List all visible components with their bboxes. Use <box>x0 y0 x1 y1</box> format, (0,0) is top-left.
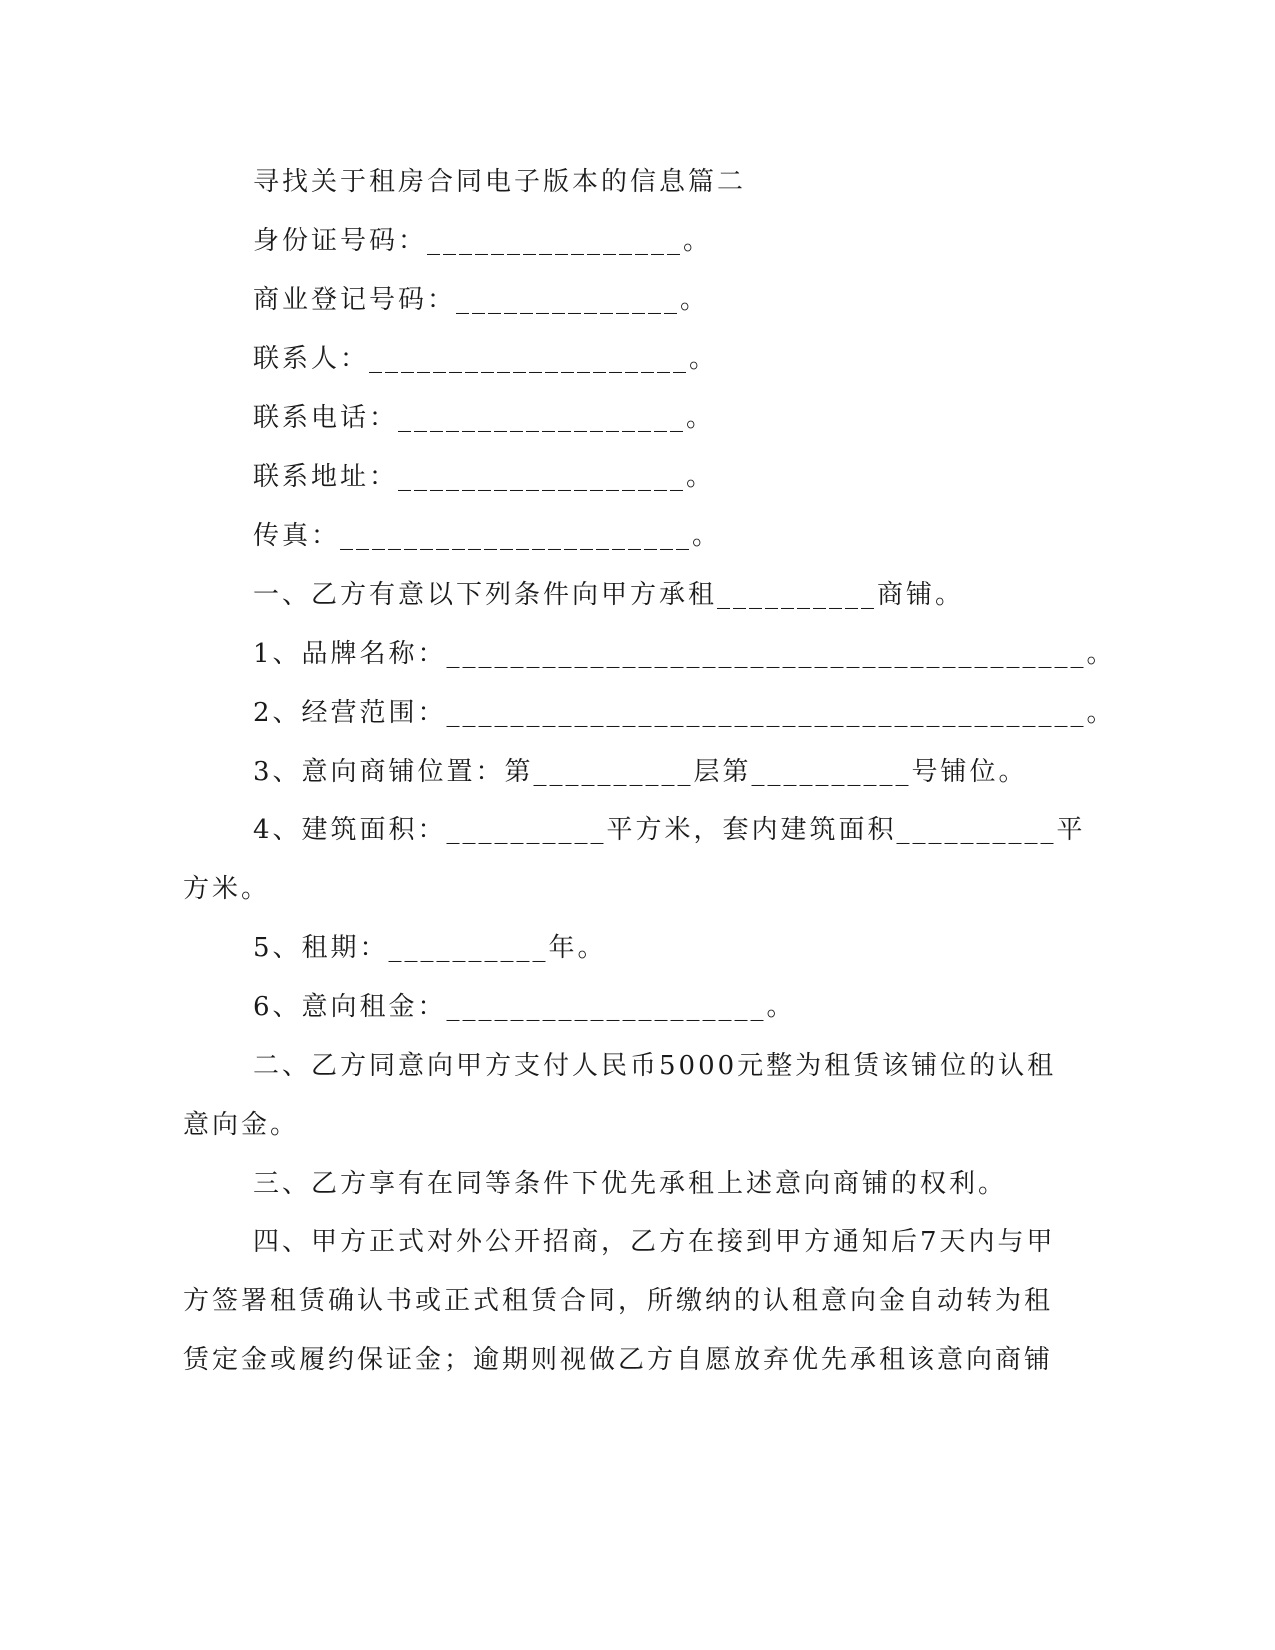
id-number-field-line: 身份证号码：________________。 <box>253 226 713 256</box>
clause-2-continuation: 意向金。 <box>183 1110 300 1140</box>
clause-2-paragraph: 二、乙方同意向甲方支付人民币5000元整为租赁该铺位的认租 <box>253 1051 1057 1081</box>
document-heading: 寻找关于租房合同电子版本的信息篇二 <box>253 167 747 197</box>
contact-phone-field-line: 联系电话：__________________。 <box>253 403 716 433</box>
shop-location-field-line: 3、意向商铺位置：第__________层第__________号铺位。 <box>253 757 1028 787</box>
contact-address-field-line: 联系地址：__________________。 <box>253 462 716 492</box>
floor-area-continuation: 方米。 <box>183 874 271 904</box>
brand-name-field-line: 1、品牌名称：________________________________________。 <box>253 639 1116 669</box>
clause-3-paragraph: 三、乙方享有在同等条件下优先承租上述意向商铺的权利。 <box>253 1169 1008 1199</box>
clause-4-paragraph: 四、甲方正式对外公开招商，乙方在接到甲方通知后7天内与甲 <box>253 1227 1056 1257</box>
business-registration-field-line: 商业登记号码：______________。 <box>253 285 710 315</box>
clause-4-continuation-1: 方签署租赁确认书或正式租赁合同，所缴纳的认租意向金自动转为租 <box>183 1286 1054 1316</box>
contact-person-field-line: 联系人：____________________。 <box>253 344 719 374</box>
fax-field-line: 传真：______________________。 <box>253 521 722 551</box>
clause-1-intro: 一、乙方有意以下列条件向甲方承租__________商铺。 <box>253 580 965 610</box>
clause-4-continuation-2: 赁定金或履约保证金；逾期则视做乙方自愿放弃优先承租该意向商铺 <box>183 1345 1054 1375</box>
floor-area-field-line: 4、建筑面积：__________平方米，套内建筑面积__________平 <box>253 815 1086 845</box>
intended-rent-field-line: 6、意向租金：____________________。 <box>253 992 796 1022</box>
business-scope-field-line: 2、经营范围：________________________________________。 <box>253 698 1116 728</box>
lease-term-field-line: 5、租期：__________年。 <box>253 933 607 963</box>
